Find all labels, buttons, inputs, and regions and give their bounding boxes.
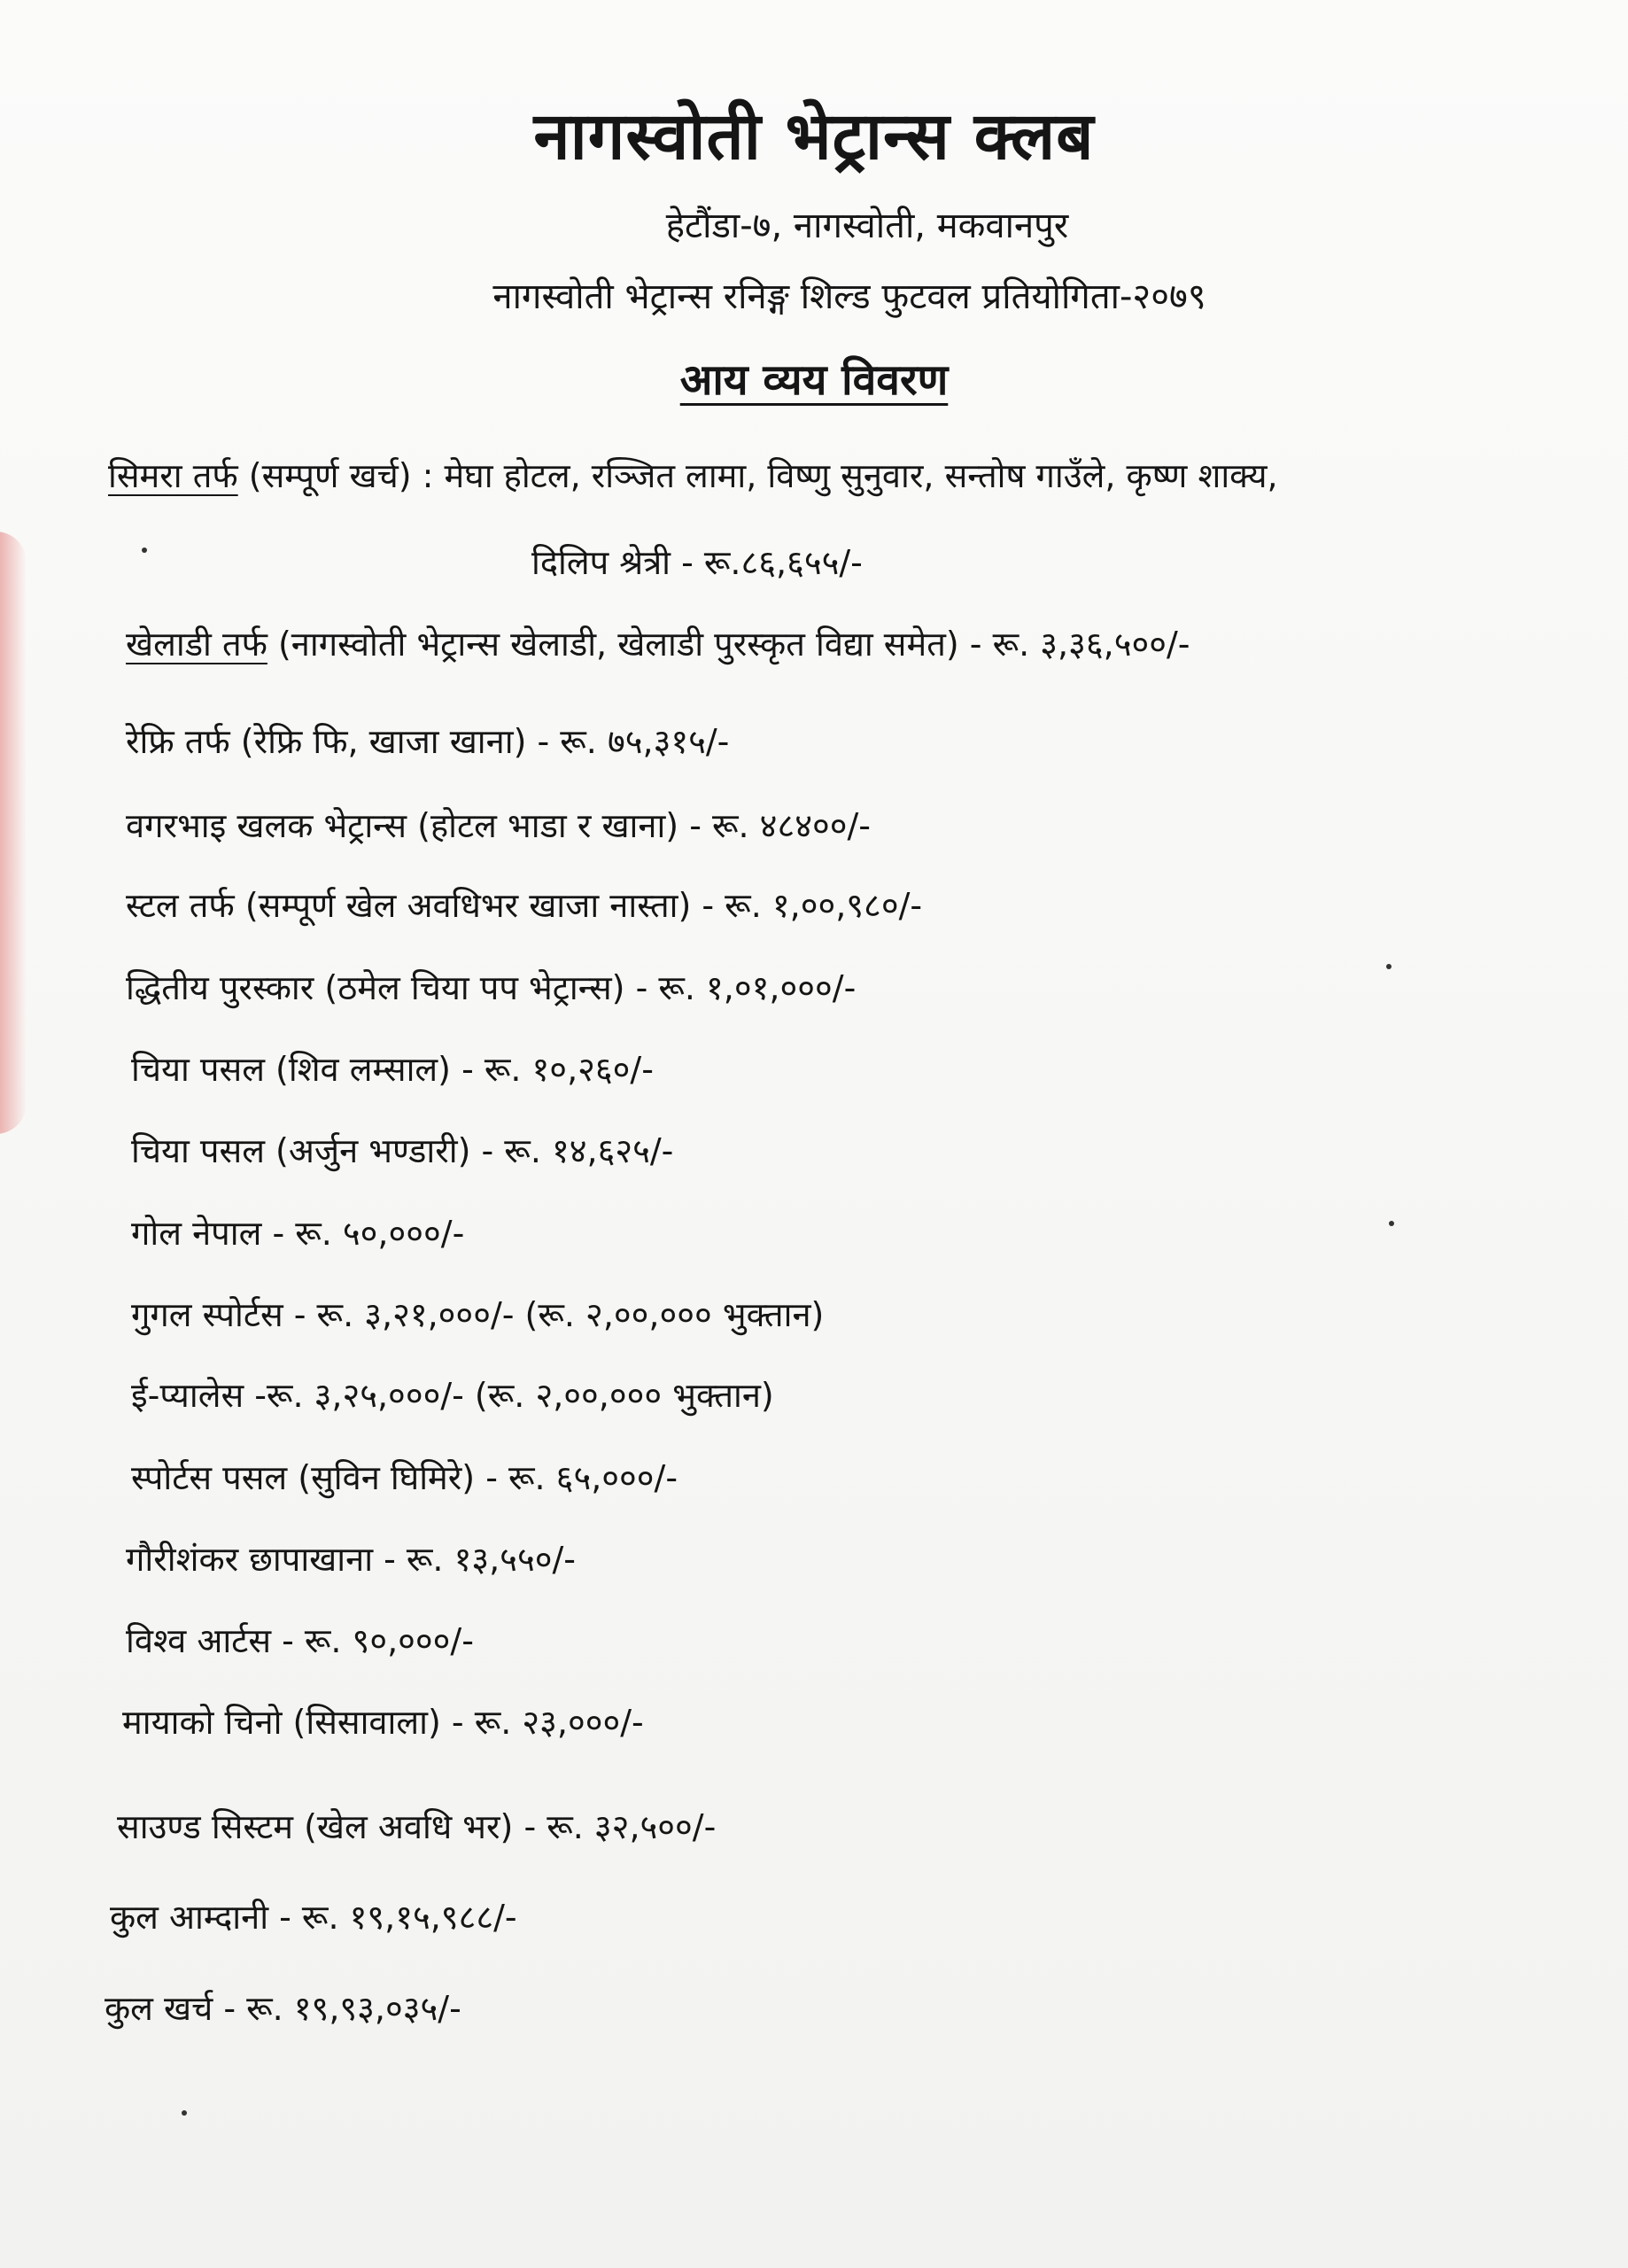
entry-sound-system: साउण्ड सिस्टम (खेल अवधि भर) - रू. ३२,५००/- xyxy=(117,1807,717,1846)
total-expense: कुल खर्च - रू. १९,९३,०३५/- xyxy=(105,1989,461,2028)
entry-players-text: (नागस्वोती भेट्रान्स खेलाडी, खेलाडी पुरस्कृत विद्या समेत) - रू. ३,३६,५००/- xyxy=(267,625,1190,664)
entry-simara-label: सिमरा तर्फ xyxy=(108,456,238,495)
finger-shadow xyxy=(0,532,27,1134)
entry-bishwa-arts: विश्व आर्टस - रू. ९०,०००/- xyxy=(126,1621,474,1660)
entry-referee: रेफ्रि तर्फ (रेफ्रि फि, खाजा खाना) - रू. ७५,३१५/- xyxy=(126,722,730,761)
event-name: नागस्वोती भेट्रान्स रनिङ्ग शिल्ड फुटवल प्रतियोगिता-२०७९ xyxy=(492,276,1206,317)
speck xyxy=(182,2110,187,2116)
entry-e-palace: ई-प्यालेस -रू. ३,२५,०००/- (रू. २,००,००० भुक्तान) xyxy=(131,1376,774,1415)
entry-stall: स्टल तर्फ (सम्पूर्ण खेल अवधिभर खाजा नास्ता) - रू. १,००,९८०/- xyxy=(126,886,923,925)
speck xyxy=(142,548,147,553)
club-title: नागस्वोती भेट्रान्स क्लब xyxy=(533,98,1095,175)
entry-simara xyxy=(108,456,1278,497)
entry-goal-nepal: गोल नेपाल - रू. ५०,०००/- xyxy=(131,1214,465,1253)
entry-players xyxy=(126,625,1190,665)
entry-bagarbhai: वगरभाइ खलक भेट्रान्स (होटल भाडा र खाना) - रू. ४८४००/- xyxy=(126,806,872,845)
entry-second-prize: द्धितीय पुरस्कार (ठमेल चिया पप भेट्रान्स) - रू. १,०१,०००/- xyxy=(126,968,857,1007)
entry-sports-shop: स्पोर्टस पसल (सुविन घिमिरे) - रू. ६५,०००/- xyxy=(131,1458,678,1497)
entry-tea-shop-shiva: चिया पसल (शिव लम्साल) - रू. १०,२६०/- xyxy=(131,1050,654,1089)
speck xyxy=(1386,964,1392,969)
club-address: हेटौंडा-७, नागस्वोती, मकवानपुर xyxy=(665,206,1069,246)
entry-simara-continuation: दिलिप श्रेत्री - रू.८६,६५५/- xyxy=(531,543,863,582)
total-income: कुल आम्दानी - रू. १९,१५,९८८/- xyxy=(110,1898,517,1937)
entry-gaurishankar-press: गौरीशंकर छापाखाना - रू. १३,५५०/- xyxy=(126,1540,576,1579)
entry-simara-text: (सम्पूर्ण खर्च) : मेघा होटल, रञ्जित लामा, विष्णु सुनुवार, सन्तोष गाउँले, कृष्ण शाक्य, xyxy=(237,456,1278,495)
entry-players-label: खेलाडी तर्फ xyxy=(126,625,267,664)
section-heading xyxy=(0,350,1628,408)
entry-google-sports: गुगल स्पोर्टस - रू. ३,२१,०००/- (रू. २,००,००० भुक्तान) xyxy=(131,1295,825,1334)
entry-mayako-chino: मायाको चिनो (सिसावाला) - रू. २३,०००/- xyxy=(122,1703,644,1742)
entry-tea-shop-arjun: चिया पसल (अर्जुन भण्डारी) - रू. १४,६२५/- xyxy=(131,1131,674,1170)
speck xyxy=(1389,1221,1394,1226)
section-heading-text: आय व्यय विवरण xyxy=(679,355,949,405)
